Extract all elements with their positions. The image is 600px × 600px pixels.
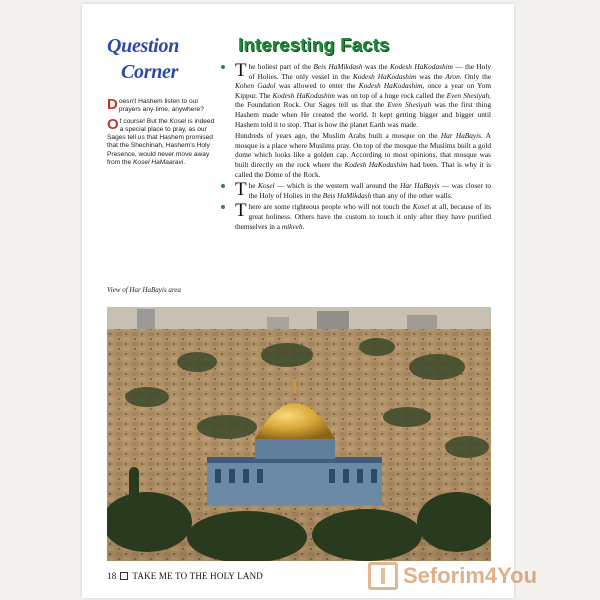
fact-term: Beis HaMikdash	[313, 62, 363, 71]
fact-text: , once a year on Yom Kippur. The	[235, 81, 492, 100]
fact-text: he holiest part of the	[248, 62, 314, 71]
bullet-icon	[221, 65, 225, 69]
fact-text: — the Holy of Holies. The only vessel in the	[248, 62, 492, 81]
drop-cap: T	[235, 179, 247, 201]
fact-term: Har HaBayis	[400, 181, 440, 191]
question-corner-logo	[107, 36, 207, 88]
question-text: oesn't Hashem listen to our prayers any-time, anywhere?	[118, 98, 204, 114]
fact-text: at all, because of its great holiness. Others have the custom to touch it only after they have purified themselves in a	[235, 202, 491, 231]
fact-text: — was closer to the Holy of Holies in the	[248, 181, 492, 200]
fact-term: Kodesh HaKodashim	[344, 159, 408, 169]
fact-term: Kosel	[412, 202, 430, 212]
fact-term: Kodesh HaKodashim	[358, 81, 423, 91]
fact-text: — which is the western wall around the	[274, 181, 401, 191]
fact-paragraph	[235, 181, 491, 200]
fact-term: Kodesh HaKodashim	[352, 71, 417, 81]
fact-text: was the	[362, 62, 391, 71]
page-number: 18	[107, 571, 117, 581]
fact-text: . A mosque is a place where Muslims pray. On top of the mosque the Muslims built a gold dome which looks like a golden cap. According to most opinions, that mosque was built directly on the rock where the	[235, 131, 491, 169]
question-corner-text	[107, 98, 217, 170]
fact-text: here are some righteous people who will not touch the	[248, 202, 413, 212]
running-title: TAKE ME TO THE HOLY LAND	[132, 571, 263, 581]
fact-text: was the first thing Hashem made when He created the world. It kept getting bigger and bigger until Hashem told it to stop. That is how the planet Earth was made.	[235, 100, 491, 129]
watermark-text: Seforim4You	[403, 563, 538, 588]
bullet-icon	[221, 205, 225, 209]
fact-term: Kodesh HaKodashim	[390, 62, 453, 71]
question-corner-logo-line1: Question	[107, 35, 180, 57]
question-drop-cap: D	[107, 96, 118, 113]
fact-term: Beis HaMikdash	[322, 190, 372, 200]
seforim4you-watermark	[368, 562, 537, 590]
fact-term: Even Shesiyah	[387, 100, 432, 110]
facts-body	[221, 62, 491, 233]
fact-term: Kohen Gadol	[235, 81, 276, 91]
fact-term: Aron	[445, 71, 460, 81]
jerusalem-photo	[107, 307, 491, 561]
answer-text: is indeed a special place to pray, as our Sages tell us that Hashem promised that the Shechinah, Hashem's Holy Presence, would never move away from the	[107, 117, 215, 167]
facts-title: Interesting Facts	[238, 34, 390, 55]
question-corner-question	[107, 98, 217, 115]
fact-term: Even Shesiyah	[446, 90, 490, 100]
answer-drop-cap: O	[107, 115, 119, 133]
bullet-icon	[221, 184, 225, 188]
fact-paragraph	[235, 202, 491, 231]
answer-text: f course! But the	[119, 117, 170, 125]
caption-text: View of	[107, 286, 130, 294]
fact-term: mikveh	[281, 221, 303, 231]
fact-text: had been. That is why it is called the Dome of the Rock.	[235, 159, 492, 179]
question-corner-answer	[107, 115, 217, 168]
fact-text: , the Foundation Rock. Our Sages tell us that the	[235, 90, 491, 110]
fact-text: he	[248, 181, 258, 191]
drop-cap: T	[235, 200, 247, 222]
footer-box-icon	[120, 572, 128, 580]
answer-term: Kosel HaMaaravi	[133, 159, 184, 167]
fact-paragraph	[235, 62, 491, 129]
dome-of-the-rock-illustration	[107, 307, 491, 561]
drop-cap: T	[235, 60, 247, 81]
caption-text: area	[166, 286, 181, 294]
fact-paragraph	[235, 131, 491, 179]
answer-text: .	[183, 159, 186, 167]
question-corner-logo-line2: Corner	[121, 61, 179, 83]
caption-term: Har HaBayis	[129, 286, 167, 294]
book-logo-icon	[368, 562, 398, 590]
fact-text: Hundreds of years ago, the Muslim Arabs built a mosque on the	[235, 131, 441, 141]
answer-term: Kosel	[169, 117, 187, 125]
fact-text: . Only the	[459, 71, 491, 81]
photo-caption	[107, 286, 227, 294]
fact-text: was on top of a huge rock called the	[334, 90, 447, 100]
fact-text: was allowed to enter the	[275, 81, 359, 91]
fact-term: Har HaBayis	[440, 131, 482, 141]
fact-text: .	[302, 221, 305, 231]
fact-text: than any of the other walls.	[371, 190, 453, 200]
fact-term: Kosel	[257, 181, 275, 191]
fact-term: Kodesh HaKodashim	[272, 90, 335, 100]
fact-text: was the	[416, 71, 446, 81]
page-footer	[107, 571, 263, 581]
